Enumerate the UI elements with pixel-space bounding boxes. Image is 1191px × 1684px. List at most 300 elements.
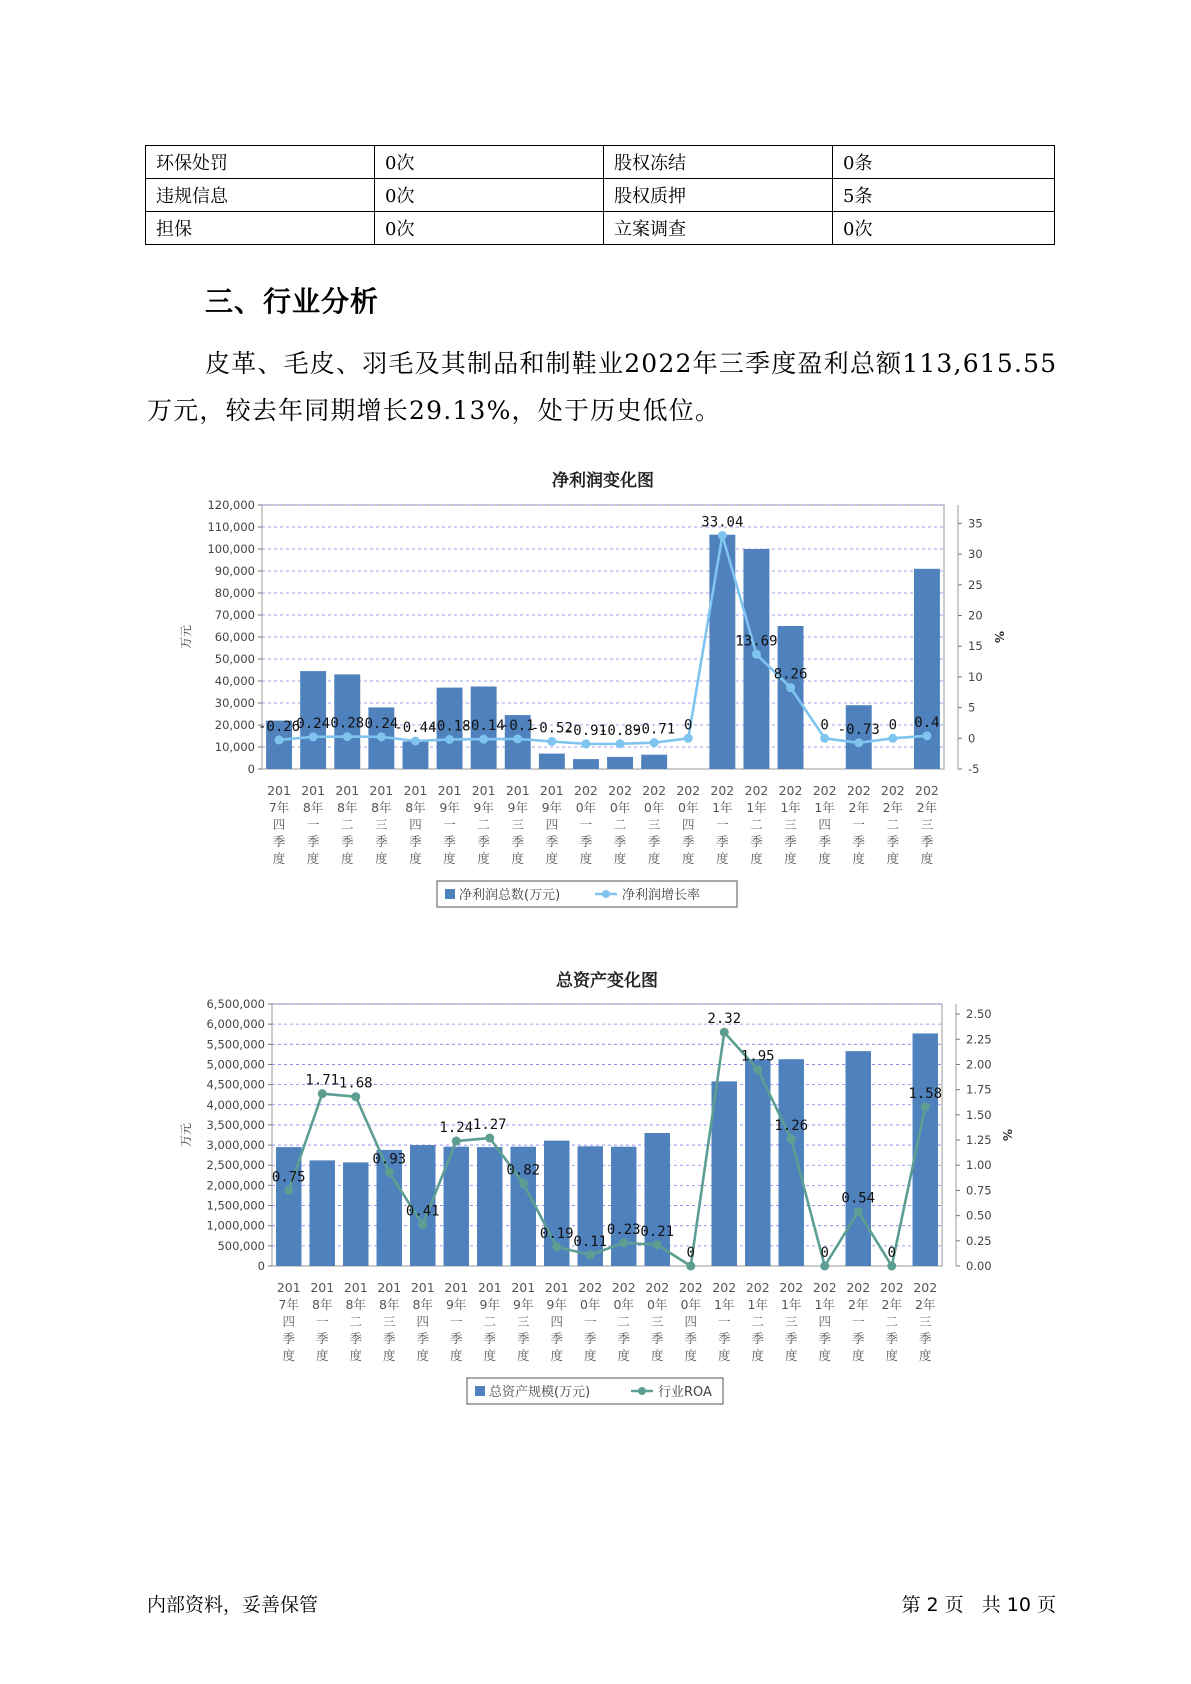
- category-label-line: 二: [613, 817, 627, 832]
- category-label-line: 度: [583, 1348, 597, 1363]
- y2-axis-title: %: [992, 630, 1006, 644]
- data-label: 1.95: [740, 1048, 775, 1065]
- line-point: [411, 737, 420, 746]
- data-label: 0.28: [330, 715, 365, 732]
- legend-line-swatch-point: [602, 890, 610, 898]
- category-label-line: 四: [272, 817, 286, 832]
- category-label: [472, 783, 496, 866]
- data-label: 8.26: [773, 666, 808, 683]
- data-label: 0.41: [405, 1203, 440, 1220]
- line-point: [686, 1262, 695, 1271]
- category-label-line: 三: [647, 817, 661, 832]
- category-label-line: 9年: [446, 1297, 467, 1312]
- data-label: 1.68: [338, 1075, 373, 1092]
- category-label-line: 季: [784, 834, 797, 849]
- category-label-line: 四: [550, 1314, 564, 1329]
- category-label: [710, 783, 734, 866]
- line-point: [377, 732, 386, 741]
- data-label: -0.71: [633, 721, 676, 738]
- data-label: -0.1: [500, 717, 535, 734]
- category-label-line: 201: [477, 1280, 502, 1295]
- bar: [846, 1051, 871, 1266]
- line-point: [921, 1102, 930, 1111]
- y-tick-label: 80,000: [214, 586, 255, 600]
- table-cell-label: 违规信息: [146, 179, 375, 212]
- category-label-line: 季: [647, 834, 661, 849]
- category-label-line: 8年: [371, 800, 392, 815]
- category-label: [335, 783, 359, 866]
- category-label-line: 202: [608, 783, 632, 798]
- data-label: 0.21: [640, 1223, 675, 1240]
- category-label-line: 季: [449, 1331, 463, 1346]
- table-cell-value: 0次: [375, 146, 604, 179]
- category-label-line: 度: [550, 1348, 564, 1363]
- category-label-line: 季: [443, 834, 456, 849]
- legend-bar-swatch: [475, 1386, 485, 1396]
- legend: [437, 881, 737, 907]
- category-label-line: 季: [617, 1331, 631, 1346]
- category-label-line: 201: [410, 1280, 435, 1295]
- category-label-line: 季: [750, 834, 763, 849]
- category-label-line: 季: [409, 834, 422, 849]
- category-label-line: 202: [778, 783, 803, 798]
- line-point: [519, 1179, 528, 1188]
- category-label-line: 一: [717, 1314, 731, 1329]
- line-point: [445, 735, 454, 744]
- category-label-line: 2年: [848, 1297, 869, 1312]
- category-label-line: 一: [852, 817, 866, 832]
- category-label-line: 度: [613, 851, 627, 866]
- y2-tick-label: 15: [968, 639, 983, 654]
- y-axis-title: 万元: [179, 1122, 193, 1148]
- category-label-line: 8年: [405, 800, 426, 815]
- line-point: [275, 735, 284, 744]
- data-label: 13.69: [735, 633, 778, 650]
- category-label-line: 201: [539, 783, 564, 798]
- category-label-line: 201: [369, 783, 394, 798]
- y2-tick-label: 0: [968, 731, 976, 746]
- category-label-line: 季: [852, 834, 866, 849]
- category-label-line: 二: [751, 1314, 765, 1329]
- bar: [573, 759, 599, 769]
- category-label-line: 度: [282, 1348, 296, 1363]
- legend-line-swatch-point: [638, 1387, 646, 1395]
- line-point: [552, 1242, 561, 1251]
- line-point: [888, 734, 897, 743]
- table-row: [146, 146, 1055, 179]
- category-label-line: 度: [409, 851, 422, 866]
- category-label-line: 201: [471, 783, 496, 798]
- category-label-line: 201: [377, 1280, 402, 1295]
- bar: [641, 755, 667, 769]
- table-cell-value: 0条: [833, 146, 1055, 179]
- category-label-line: 季: [583, 1331, 597, 1346]
- line-point: [619, 1238, 628, 1247]
- category-label-line: 季: [416, 1331, 430, 1346]
- category-label-line: 度: [784, 851, 797, 866]
- category-label-line: 1年: [814, 800, 835, 815]
- analysis-paragraph: 皮革、毛皮、羽毛及其制品和制鞋业2022年三季度盈利总额113,615.55万元，较去年同期增长29.13%，处于历史低位。: [147, 349, 1058, 425]
- data-label: 0.24: [296, 715, 331, 732]
- category-label-line: 季: [349, 1331, 363, 1346]
- category-label-line: 季: [340, 834, 354, 849]
- category-label: [746, 1280, 770, 1363]
- chart-title: 总资产变化图: [556, 971, 658, 991]
- category-label: [846, 1280, 870, 1363]
- category-label: [608, 783, 632, 866]
- line-point: [309, 732, 318, 741]
- line-point: [820, 1262, 829, 1271]
- data-label: -0.91: [564, 722, 608, 739]
- category-label-line: 一: [315, 1314, 329, 1329]
- category-label-line: 季: [784, 1331, 798, 1346]
- category-label-line: 三: [650, 1314, 664, 1329]
- category-label-line: 度: [477, 851, 490, 866]
- category-label-line: 季: [579, 834, 593, 849]
- category-label-line: 一: [579, 817, 593, 832]
- y2-tick-label: 0.25: [966, 1233, 992, 1248]
- category-label-line: 季: [716, 834, 729, 849]
- category-label-line: 2年: [881, 1297, 902, 1312]
- category-label-line: 202: [578, 1280, 603, 1295]
- category-label-line: 度: [416, 1348, 430, 1363]
- category-label: [913, 1280, 937, 1363]
- category-label-line: 季: [851, 1331, 865, 1346]
- category-label-line: 二: [483, 1314, 497, 1329]
- category-label-line: 202: [812, 783, 837, 798]
- category-label-line: 四: [416, 1314, 430, 1329]
- bar: [310, 1160, 335, 1266]
- category-label-line: 度: [717, 1348, 731, 1363]
- bar: [377, 1150, 402, 1266]
- category-label-line: 202: [779, 1280, 804, 1295]
- category-label-line: 度: [918, 1348, 932, 1363]
- y2-tick-label: 0.50: [966, 1208, 992, 1223]
- y2-tick-label: 20: [968, 608, 983, 623]
- line-point: [854, 1207, 863, 1216]
- category-label-line: 二: [477, 817, 490, 832]
- y-tick-label: 110,000: [207, 520, 255, 534]
- category-label: [880, 1280, 904, 1363]
- line-point: [581, 739, 590, 748]
- category-label-line: 季: [375, 834, 388, 849]
- category-label-line: 202: [879, 1280, 904, 1295]
- data-label: 0.24: [364, 715, 399, 732]
- bar: [607, 757, 633, 769]
- legend-label: 净利润总数(万元): [459, 888, 561, 903]
- data-label: 0: [684, 717, 693, 734]
- category-label-line: 202: [611, 1280, 636, 1295]
- category-label-line: 2年: [882, 800, 904, 815]
- category-label-line: 季: [516, 1331, 530, 1346]
- category-label-line: 度: [818, 1348, 832, 1363]
- category-label-line: 度: [818, 851, 831, 866]
- category-label: [574, 783, 598, 866]
- category-label: [377, 1280, 401, 1363]
- category-label-line: 201: [310, 1280, 335, 1295]
- bar: [611, 1147, 636, 1266]
- total-assets-chart-svg: [0, 960, 1191, 1420]
- y2-tick-label: 0.75: [966, 1183, 992, 1198]
- table-cell-label: 股权冻结: [604, 146, 833, 179]
- category-label-line: 202: [915, 783, 939, 798]
- category-label-line: 四: [282, 1314, 296, 1329]
- category-label: [478, 1280, 502, 1363]
- category-label: [779, 783, 803, 866]
- category-label-line: 度: [851, 1348, 865, 1363]
- category-label-line: 三: [516, 1314, 530, 1329]
- y-tick-label: 50,000: [214, 652, 255, 666]
- category-label-line: 202: [745, 1280, 770, 1295]
- bar: [712, 1081, 737, 1266]
- category-label-line: 201: [437, 783, 462, 798]
- y2-tick-label: -5: [968, 762, 980, 776]
- category-label-line: 度: [784, 1348, 798, 1363]
- category-label: [881, 783, 905, 866]
- category-label-line: 1年: [714, 1297, 735, 1312]
- bar: [743, 549, 769, 769]
- category-label-line: 1年: [712, 800, 733, 815]
- data-label: -0.89: [598, 722, 642, 739]
- y-tick-label: 70,000: [214, 608, 255, 622]
- category-label: [645, 1280, 669, 1363]
- line-point: [854, 738, 863, 747]
- category-label-line: 季: [650, 1331, 664, 1346]
- category-label-line: 201: [343, 1280, 368, 1295]
- category-label-line: 度: [545, 851, 559, 866]
- category-label-line: 202: [846, 1280, 871, 1295]
- category-label-line: 8年: [412, 1297, 433, 1312]
- category-label-line: 度: [382, 1348, 396, 1363]
- y-tick-label: 5,500,000: [206, 1037, 265, 1052]
- category-label-line: 8年: [312, 1297, 333, 1312]
- category-label-line: 度: [349, 1348, 363, 1363]
- category-label-line: 1年: [814, 1297, 835, 1312]
- category-label-line: 度: [483, 1348, 497, 1363]
- category-label-line: 9年: [546, 1297, 567, 1312]
- y-tick-label: 4,000,000: [206, 1097, 265, 1112]
- category-label-line: 201: [301, 783, 326, 798]
- net-profit-chart-svg: [0, 460, 1191, 920]
- category-label-line: 度: [443, 851, 456, 866]
- line-point: [485, 1134, 494, 1143]
- y2-tick-label: 1.75: [966, 1082, 992, 1097]
- category-label-line: 度: [516, 1348, 530, 1363]
- category-label-line: 四: [409, 817, 422, 832]
- category-label-line: 度: [751, 1348, 765, 1363]
- data-label: 0.54: [841, 1190, 876, 1207]
- category-label: [310, 1280, 334, 1363]
- total-assets-chart: [0, 960, 1191, 1420]
- legend-label: 净利润增长率: [622, 888, 701, 903]
- data-label: -0.44: [394, 720, 437, 737]
- y-tick-label: 5,000,000: [206, 1057, 265, 1072]
- category-label: [301, 783, 325, 866]
- table-cell-value: 0次: [833, 212, 1055, 245]
- category-label-line: 季: [613, 834, 627, 849]
- section-title: 三、行业分析: [205, 285, 380, 318]
- category-label: [404, 783, 428, 866]
- category-label-line: 二: [886, 817, 900, 832]
- category-label-line: 2年: [915, 1297, 936, 1312]
- line-point: [479, 735, 488, 744]
- data-label: 1.58: [908, 1085, 943, 1102]
- category-label-line: 7年: [278, 1297, 299, 1312]
- y2-tick-label: 1.00: [966, 1158, 992, 1173]
- category-label: [813, 783, 837, 866]
- data-label: 2.32: [707, 1011, 742, 1028]
- line-point: [343, 732, 352, 741]
- category-label-line: 度: [750, 851, 763, 866]
- y-tick-label: 6,000,000: [206, 1017, 265, 1032]
- data-label: 0: [888, 717, 898, 734]
- category-label-line: 季: [751, 1331, 765, 1346]
- category-label-line: 二: [617, 1314, 631, 1329]
- y-tick-label: 2,500,000: [206, 1158, 265, 1173]
- y2-tick-label: 2.50: [966, 1007, 992, 1022]
- category-label-line: 一: [851, 1314, 865, 1329]
- data-label: 0.93: [372, 1151, 407, 1168]
- category-label-line: 9年: [513, 1297, 534, 1312]
- category-label-line: 四: [681, 817, 695, 832]
- y2-tick-label: 5: [968, 700, 976, 715]
- category-label-line: 度: [886, 851, 900, 866]
- category-label: [369, 783, 393, 866]
- table-cell-value: 0次: [375, 179, 604, 212]
- table-row: [146, 212, 1055, 245]
- legend-label: 行业ROA: [658, 1385, 712, 1400]
- chart-title: 净利润变化图: [552, 471, 654, 491]
- category-label-line: 9年: [473, 800, 494, 815]
- category-label-line: 一: [716, 817, 729, 832]
- category-label-line: 度: [920, 851, 934, 866]
- category-label-line: 0年: [680, 1297, 701, 1312]
- y2-axis-title: %: [1000, 1128, 1014, 1142]
- category-label-line: 二: [349, 1314, 363, 1329]
- category-label: [545, 1280, 569, 1363]
- category-label: [745, 783, 769, 866]
- category-label-line: 202: [645, 1280, 670, 1295]
- data-label: -0.73: [837, 721, 880, 738]
- category-label-line: 度: [852, 851, 866, 866]
- y-tick-label: 100,000: [207, 542, 255, 556]
- category-label-line: 季: [545, 834, 559, 849]
- category-label-line: 一: [583, 1314, 597, 1329]
- bar: [477, 1147, 502, 1266]
- line-point: [318, 1089, 327, 1098]
- category-label-line: 二: [750, 817, 763, 832]
- category-label-line: 201: [505, 783, 530, 798]
- category-label-line: 一: [443, 817, 456, 832]
- category-label-line: 201: [267, 783, 291, 798]
- category-label-line: 三: [784, 817, 797, 832]
- category-label: [438, 783, 462, 866]
- category-label-line: 8年: [302, 800, 324, 815]
- category-label: [813, 1280, 837, 1363]
- category-label-line: 202: [574, 783, 598, 798]
- category-label-line: 度: [647, 851, 661, 866]
- line-point: [452, 1137, 461, 1146]
- category-label-line: 1年: [781, 1297, 802, 1312]
- category-label-line: 度: [511, 851, 525, 866]
- bar: [402, 742, 428, 770]
- y2-tick-label: 2.25: [966, 1032, 992, 1047]
- line-point: [753, 1065, 762, 1074]
- y-tick-label: 500,000: [217, 1238, 265, 1253]
- category-label-line: 度: [684, 1348, 698, 1363]
- category-label-line: 三: [511, 817, 525, 832]
- y2-tick-label: 30: [968, 547, 983, 562]
- category-label: [344, 1280, 368, 1363]
- category-label-line: 度: [579, 851, 593, 866]
- category-label-line: 8年: [337, 800, 358, 815]
- category-label-line: 202: [712, 1280, 737, 1295]
- data-label: 0.82: [506, 1162, 541, 1179]
- data-label: 0: [686, 1245, 695, 1261]
- category-label-line: 四: [818, 817, 831, 832]
- table-cell-value: 5条: [833, 179, 1055, 212]
- line-point: [684, 734, 693, 743]
- legend: [467, 1378, 723, 1404]
- category-label-line: 9年: [479, 1297, 500, 1312]
- category-label-line: 201: [511, 1280, 536, 1295]
- category-label-line: 0年: [613, 1297, 634, 1312]
- category-label: [506, 783, 530, 866]
- data-label: -0.26: [257, 718, 301, 735]
- category-label: [578, 1280, 602, 1363]
- category-label: [411, 1280, 435, 1363]
- table-cell-label: 环保处罚: [146, 146, 375, 179]
- line-point: [653, 1240, 662, 1249]
- category-label-line: 度: [315, 1348, 329, 1363]
- y2-tick-label: 25: [968, 577, 983, 592]
- category-label: [676, 783, 700, 866]
- category-label-line: 度: [306, 851, 320, 866]
- table-cell-value: 0次: [375, 212, 604, 245]
- category-label-line: 202: [678, 1280, 703, 1295]
- category-label-line: 季: [920, 834, 934, 849]
- data-label: 0.75: [271, 1169, 306, 1186]
- category-label-line: 季: [315, 1331, 329, 1346]
- line-point: [720, 1028, 729, 1037]
- data-label: 1.24: [439, 1120, 474, 1137]
- data-label: 0.11: [573, 1233, 608, 1250]
- category-label-line: 9年: [439, 800, 460, 815]
- y-tick-label: 40,000: [214, 674, 255, 688]
- y-tick-label: 1,000,000: [206, 1218, 265, 1233]
- category-label-line: 季: [550, 1331, 564, 1346]
- category-label-line: 一: [449, 1314, 463, 1329]
- data-label: 0: [820, 1245, 829, 1261]
- legend-label: 总资产规模(万元): [489, 1385, 591, 1400]
- data-label: 0.19: [539, 1225, 574, 1242]
- category-label-line: 202: [710, 783, 735, 798]
- legend-bar-swatch: [445, 889, 455, 899]
- category-label-line: 201: [544, 1280, 569, 1295]
- footer-page-number: 第 2 页 共 10 页: [901, 1594, 1056, 1616]
- line-point: [650, 738, 659, 747]
- category-label-line: 度: [272, 851, 286, 866]
- category-label-line: 2年: [916, 800, 938, 815]
- category-label-line: 202: [846, 783, 871, 798]
- y-tick-label: 30,000: [214, 696, 255, 710]
- table-cell-label: 股权质押: [604, 179, 833, 212]
- line-point: [418, 1220, 427, 1229]
- category-label-line: 度: [716, 851, 729, 866]
- category-label-line: 202: [744, 783, 769, 798]
- category-label-line: 202: [880, 783, 905, 798]
- line-point: [351, 1092, 360, 1101]
